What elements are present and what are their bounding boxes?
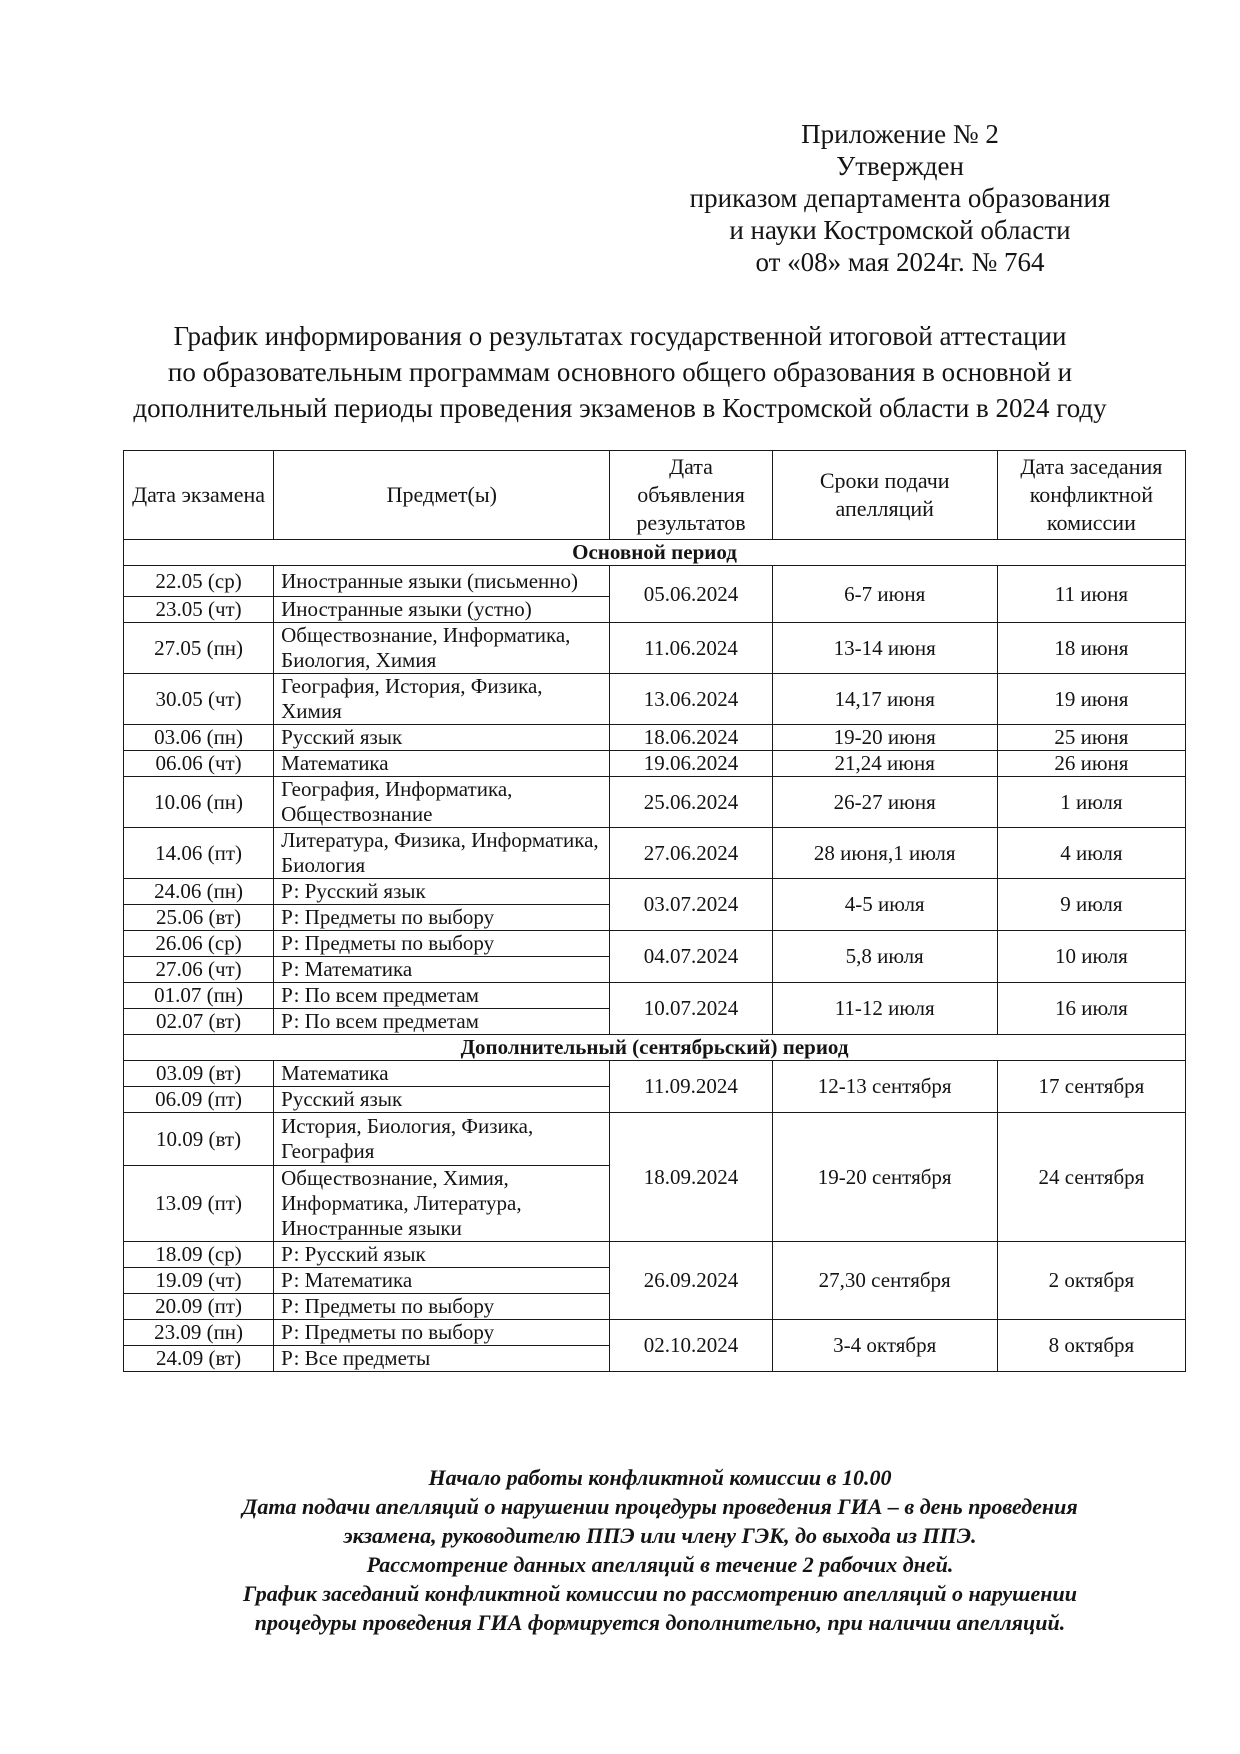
subject-cell: Обществознание, Информатика, Биология, Химия — [274, 623, 610, 674]
approval-block — [600, 118, 1200, 278]
subject-cell: История, Биология, Физика, География — [274, 1113, 610, 1166]
results-date-cell: 25.06.2024 — [610, 777, 772, 828]
appeal-period-cell: 26-27 июня — [772, 777, 997, 828]
exam-date-cell: 03.09 (вт) — [124, 1061, 274, 1087]
commission-date-cell: 24 сентября — [997, 1113, 1185, 1242]
exam-date-cell: 02.07 (вт) — [124, 1009, 274, 1035]
appeal-period-cell: 4-5 июля — [772, 879, 997, 931]
table-row — [124, 777, 1186, 828]
subject-cell: Русский язык — [274, 1087, 610, 1113]
subject-cell: Литература, Физика, Информатика, Биология — [274, 828, 610, 879]
subject-cell: Р: Все предметы — [274, 1346, 610, 1372]
title-line: дополнительный периоды проведения экзаменов в Костромской области в 2024 году — [133, 393, 1107, 423]
table-row — [124, 983, 1186, 1009]
period-row — [124, 1035, 1186, 1061]
appeal-period-cell: 12-13 сентября — [772, 1061, 997, 1113]
schedule-table — [123, 450, 1186, 1372]
subject-cell: Математика — [274, 751, 610, 777]
table-row — [124, 1113, 1186, 1166]
results-date-cell: 18.09.2024 — [610, 1113, 772, 1242]
exam-date-cell: 24.09 (вт) — [124, 1346, 274, 1372]
approval-authority: и науки Костромской области — [729, 215, 1071, 245]
schedule-body — [124, 540, 1186, 1372]
commission-date-cell: 18 июня — [997, 623, 1185, 674]
commission-date-cell: 26 июня — [997, 751, 1185, 777]
table-row — [124, 828, 1186, 879]
appeal-period-cell: 6-7 июня — [772, 566, 997, 623]
main-period-label: Основной период — [124, 540, 1186, 566]
appeal-period-cell: 11-12 июля — [772, 983, 997, 1035]
table-row — [124, 623, 1186, 674]
results-date-cell: 10.07.2024 — [610, 983, 772, 1035]
commission-date-cell: 1 июля — [997, 777, 1185, 828]
commission-date-cell: 4 июля — [997, 828, 1185, 879]
table-row — [124, 931, 1186, 957]
subject-cell: Обществознание, Химия, Информатика, Литература, Иностранные языки — [274, 1166, 610, 1242]
results-date-cell: 02.10.2024 — [610, 1320, 772, 1372]
commission-date-cell: 11 июня — [997, 566, 1185, 623]
exam-date-cell: 20.09 (пт) — [124, 1294, 274, 1320]
note-commission-start: Начало работы конфликтной комиссии в 10.00 — [428, 1465, 892, 1490]
subject-cell: География, История, Физика, Химия — [274, 674, 610, 725]
results-date-cell: 04.07.2024 — [610, 931, 772, 983]
results-date-cell: 03.07.2024 — [610, 879, 772, 931]
exam-date-cell: 27.05 (пн) — [124, 623, 274, 674]
results-date-cell: 18.06.2024 — [610, 725, 772, 751]
approval-label: Утвержден — [836, 151, 964, 181]
document-title — [100, 318, 1140, 426]
exam-date-cell: 18.09 (ср) — [124, 1242, 274, 1268]
approval-order: приказом департамента образования — [689, 183, 1111, 213]
exam-date-cell: 06.06 (чт) — [124, 751, 274, 777]
appeal-period-cell: 19-20 сентября — [772, 1113, 997, 1242]
results-date-cell: 11.06.2024 — [610, 623, 772, 674]
table-row — [124, 725, 1186, 751]
table-header-row — [124, 451, 1186, 540]
subject-cell: География, Информатика, Обществознание — [274, 777, 610, 828]
commission-date-cell: 10 июля — [997, 931, 1185, 983]
exam-date-cell: 13.09 (пт) — [124, 1166, 274, 1242]
results-date-cell: 11.09.2024 — [610, 1061, 772, 1113]
exam-date-cell: 14.06 (пт) — [124, 828, 274, 879]
commission-date-cell: 9 июля — [997, 879, 1185, 931]
appendix-number: Приложение № 2 — [801, 119, 999, 149]
subject-cell: Р: По всем предметам — [274, 1009, 610, 1035]
subject-cell: Р: Предметы по выбору — [274, 1294, 610, 1320]
appeal-period-cell: 13-14 июня — [772, 623, 997, 674]
period-row — [124, 540, 1186, 566]
appeal-period-cell: 27,30 сентября — [772, 1242, 997, 1320]
header-appeal-period: Сроки подачи апелляций — [772, 451, 997, 540]
title-line: График информирования о результатах государственной итоговой аттестации — [173, 321, 1067, 351]
exam-date-cell: 23.05 (чт) — [124, 597, 274, 623]
exam-date-cell: 10.09 (вт) — [124, 1113, 274, 1166]
exam-date-cell: 23.09 (пн) — [124, 1320, 274, 1346]
appeal-period-cell: 5,8 июля — [772, 931, 997, 983]
subject-cell: Иностранные языки (устно) — [274, 597, 610, 623]
subject-cell: Математика — [274, 1061, 610, 1087]
subject-cell: Русский язык — [274, 725, 610, 751]
table-row — [124, 1320, 1186, 1346]
subject-cell: Р: Предметы по выбору — [274, 931, 610, 957]
exam-date-cell: 22.05 (ср) — [124, 566, 274, 597]
exam-date-cell: 06.09 (пт) — [124, 1087, 274, 1113]
commission-date-cell: 2 октября — [997, 1242, 1185, 1320]
appeal-period-cell: 3-4 октября — [772, 1320, 997, 1372]
exam-date-cell: 10.06 (пн) — [124, 777, 274, 828]
results-date-cell: 26.09.2024 — [610, 1242, 772, 1320]
note-appeal-review: Рассмотрение данных апелляций в течение 2 рабочих дней. — [366, 1552, 954, 1577]
table-row — [124, 751, 1186, 777]
header-results-date: Дата объявления результатов — [610, 451, 772, 540]
table-row — [124, 674, 1186, 725]
subject-cell: Р: Русский язык — [274, 1242, 610, 1268]
approval-date: от «08» мая 2024г. № 764 — [755, 247, 1045, 277]
table-row — [124, 879, 1186, 905]
note-schedule: График заседаний конфликтной комиссии по рассмотрению апелляций о нарушении процедуры проведения ГИА формируется дополнительно, при наличии апелляций. — [243, 1581, 1077, 1635]
header-exam-date: Дата экзамена — [124, 451, 274, 540]
commission-date-cell: 8 октября — [997, 1320, 1185, 1372]
commission-date-cell: 17 сентября — [997, 1061, 1185, 1113]
subject-cell: Р: Математика — [274, 957, 610, 983]
table-row — [124, 1242, 1186, 1268]
commission-date-cell: 19 июня — [997, 674, 1185, 725]
exam-date-cell: 30.05 (чт) — [124, 674, 274, 725]
results-date-cell: 19.06.2024 — [610, 751, 772, 777]
header-subjects: Предмет(ы) — [274, 451, 610, 540]
subject-cell: Р: По всем предметам — [274, 983, 610, 1009]
exam-date-cell: 27.06 (чт) — [124, 957, 274, 983]
note-appeal-submission: Дата подачи апелляций о нарушении процедуры проведения ГИА – в день проведения экзамена, руководителю ППЭ или члену ГЭК, до выхода из ППЭ. — [242, 1494, 1078, 1548]
appeal-period-cell: 19-20 июня — [772, 725, 997, 751]
table-row — [124, 1061, 1186, 1087]
results-date-cell: 27.06.2024 — [610, 828, 772, 879]
commission-date-cell: 16 июля — [997, 983, 1185, 1035]
appeal-period-cell: 14,17 июня — [772, 674, 997, 725]
subject-cell: Р: Русский язык — [274, 879, 610, 905]
appeal-period-cell: 21,24 июня — [772, 751, 997, 777]
exam-date-cell: 26.06 (ср) — [124, 931, 274, 957]
table-row — [124, 566, 1186, 597]
results-date-cell: 05.06.2024 — [610, 566, 772, 623]
subject-cell: Р: Математика — [274, 1268, 610, 1294]
exam-date-cell: 19.09 (чт) — [124, 1268, 274, 1294]
exam-date-cell: 01.07 (пн) — [124, 983, 274, 1009]
extra-period-label: Дополнительный (сентябрьский) период — [124, 1035, 1186, 1061]
header-commission-date: Дата заседания конфликтной комиссии — [997, 451, 1185, 540]
results-date-cell: 13.06.2024 — [610, 674, 772, 725]
exam-date-cell: 03.06 (пн) — [124, 725, 274, 751]
subject-cell: Р: Предметы по выбору — [274, 1320, 610, 1346]
subject-cell: Р: Предметы по выбору — [274, 905, 610, 931]
exam-date-cell: 25.06 (вт) — [124, 905, 274, 931]
notes-block — [120, 1463, 1200, 1637]
commission-date-cell: 25 июня — [997, 725, 1185, 751]
title-line: по образовательным программам основного общего образования в основной и — [167, 357, 1073, 387]
exam-date-cell: 24.06 (пн) — [124, 879, 274, 905]
subject-cell: Иностранные языки (письменно) — [274, 566, 610, 597]
appeal-period-cell: 28 июня,1 июля — [772, 828, 997, 879]
